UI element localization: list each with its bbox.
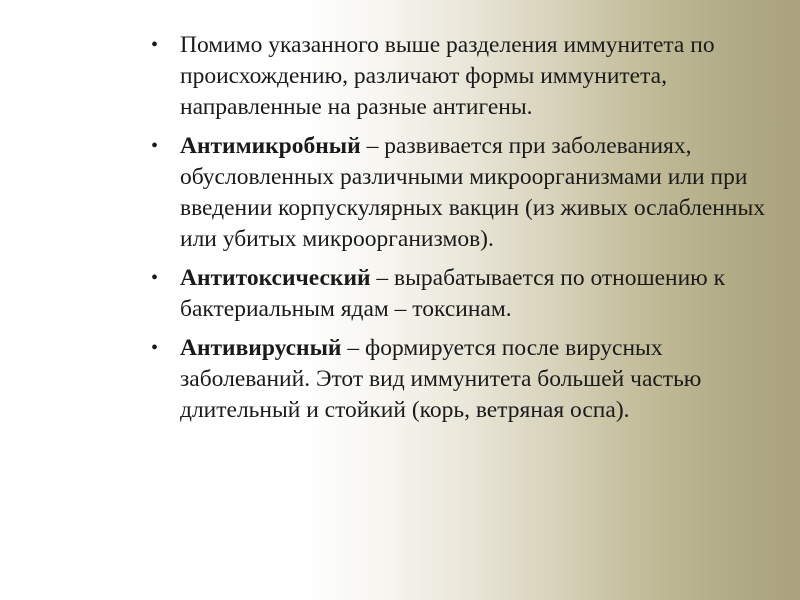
bullet-text: Помимо указанного выше разделения иммунитета по происхождению, различают формы иммунитета, направленные на разные антигены. [180,32,715,120]
bullet-item-antimicrobial [150,131,780,255]
bullet-text: – вырабатывается по отношению к бактериальным ядам – токсинам. [180,265,726,322]
bullet-term: Антивирусный [180,335,342,361]
bullet-item-antiviral [150,333,780,426]
bullet-icon: • [151,337,159,359]
bullet-icon: • [151,267,159,289]
bullet-text: – развивается при заболеваниях, обусловленных различными микроорганизмами или при введении корпускулярных вакцин (из живых ослабленных или убитых микроорганизмов). [180,133,765,252]
bullet-icon: • [151,135,159,157]
bullet-text: – формируется после вирусных заболеваний. Этот вид иммунитета большей частью длительный и стойкий (корь, ветряная оспа). [180,335,702,423]
bullet-term: Антимикробный [180,133,361,159]
bullet-list [150,30,780,434]
bullet-icon: • [151,34,159,56]
bullet-item-intro [150,30,780,123]
bullet-term: Антитоксический [180,265,371,291]
bullet-item-antitoxic [150,263,780,325]
